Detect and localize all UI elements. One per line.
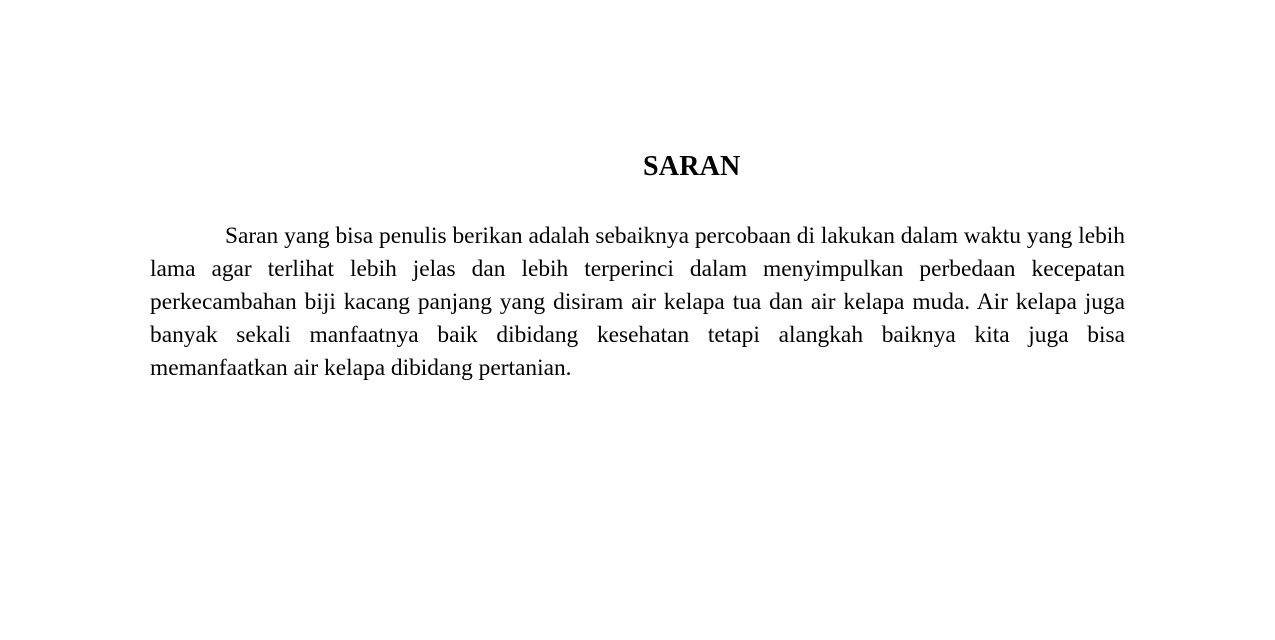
body-paragraph: Saran yang bisa penulis berikan adalah sebaiknya percobaan di lakukan dalam waktu yang lebih lama agar terlihat lebih jelas dan lebih terperinci dalam menyimpulkan perbedaan kecepatan perkecambahan biji kacang panjang yang disiram air kelapa tua dan air kelapa muda. Air kelapa juga banyak sekali manfaatnya baik dibidang kesehatan tetapi alangkah baiknya kita juga bisa memanfaatkan air kelapa dibidang pertanian. — [150, 223, 1125, 381]
section-heading: SARAN — [643, 151, 741, 182]
